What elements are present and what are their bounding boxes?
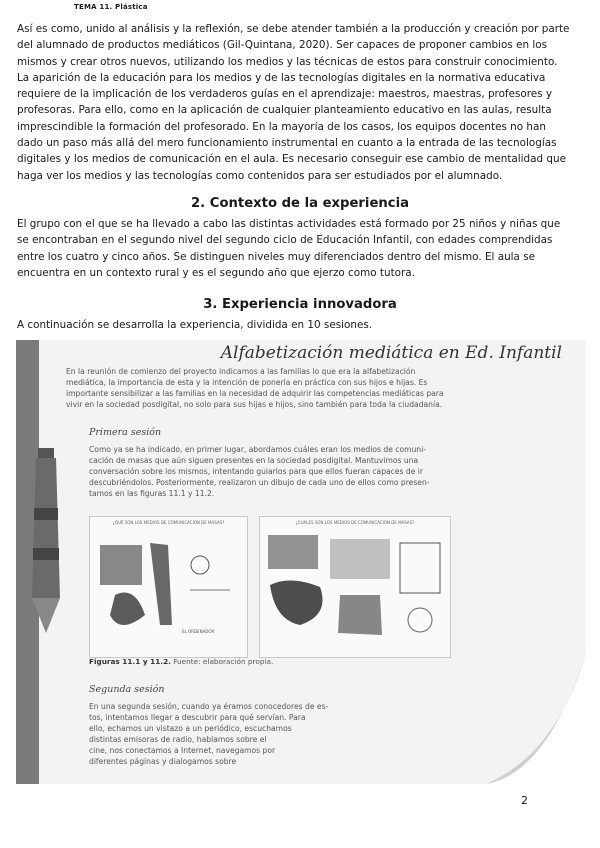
text-line: profesoras. Para ello, como en la aplicación de cualquier planteamiento educativo en las aulas, resulta (17, 104, 552, 117)
figure-page (39, 340, 586, 784)
page-curl-decoration (486, 654, 586, 784)
page-header: TEMA 11. Plástica (74, 3, 148, 11)
text-line: requiere de la implicación de los verdaderos guías en el aprendizaje: maestros, maestras, profesores y (17, 88, 553, 101)
child-drawing-right: ¿CUÁLES SON LOS MEDIOS DE COMUNICACIÓN DE MASAS? (259, 516, 451, 658)
text-line: mismos y crear otros nuevos, utilizando los medios y las técnicas de estos para construir conocimiento. (17, 55, 558, 68)
text-line: A continuación se desarrolla la experiencia, dividida en 10 sesiones. (17, 319, 373, 331)
figure-caption: Figuras 11.1 y 11.2. Fuente: elaboración propia. (89, 657, 274, 666)
experience-paragraph (17, 317, 582, 333)
text-line: digitales y los medios de comunicación en el aula. Es necesario conseguir ese cambio de mentalidad que (17, 153, 566, 166)
embedded-page-image (16, 340, 586, 784)
section-heading-experience: 3. Experiencia innovadora (203, 297, 397, 312)
text-line: encuentra en un contexto rural y es el segundo año que ejerzo como tutora. (17, 266, 415, 279)
figure-title: Alfabetización mediática en Ed. Infantil (220, 343, 562, 363)
text-line: imprescindible la formación del profesorado. En la mayoría de los casos, los equipos docentes no han (17, 120, 546, 133)
text-line: se encontraban en el segundo nivel del segundo ciclo de Educación Infantil, con edades comprendidas (17, 234, 553, 247)
text-line: dado un paso más allá del mero funcionamiento instrumental en cuanto a la entrada de las tecnologías (17, 137, 557, 150)
text-line: Así es como, unido al análisis y la reflexión, se debe atender también a la producción y creación por parte (17, 23, 570, 35)
session2-text: En una segunda sesión, cuando ya éramos conocedores de es- tos, intentamos llegar a descubrir para qué servían. Para ello, echamos un vistazo a un periódico, escuchamos distintas emisoras de radio, hablamos sobre el cine, nos conectamos a Internet, navegamos por diferentes páginas y dialogamos sobre (89, 702, 329, 766)
text-line: del alumnado de productos mediáticos (Gil-Quintana, 2020). Ser capaces de proponer cambios en los (17, 39, 548, 52)
svg-text:EL ORDENADOR: EL ORDENADOR (182, 629, 215, 634)
text-line: entre los cuatro y cinco años. Se distinguen niveles muy diferenciados dentro del mismo. El aula se (17, 250, 536, 263)
intro-paragraph (17, 21, 582, 184)
drawing-right-sketch (260, 525, 450, 653)
page-number: 2 (521, 794, 528, 807)
text-line: El grupo con el que se ha llevado a cabo las distintas actividades está formado por 25 niños y niñas que (17, 218, 561, 230)
session1-title: Primera sesión (89, 427, 162, 438)
session1-text: Como ya se ha indicado, en primer lugar, abordamos cuáles eran los medios de comuni- cación de masas que aún siguen presentes en la sociedad posdigital. Mantuvimos una conversación sobre los mismos, intentando guiarlos para que ellos fueran capaces de ir descubriéndolos. Posteriormente, realizaron un dibujo de cada uno de ellos como presen- tamos en las figuras 11.1 y 11.2. (89, 445, 430, 498)
child-drawing-left: ¿QUÉ SON LOS MEDIOS DE COMUNICACIÓN DE MASAS? EL ORDENADOR (89, 516, 248, 658)
context-paragraph (17, 216, 582, 281)
session2-title: Segunda sesión (89, 684, 165, 695)
text-line: haga ver los medios y las tecnologías como contenidos para ser estudiados por el alumnado. (17, 169, 503, 182)
figure-intro: En la reunión de comienzo del proyecto indicamos a las familias lo que era la alfabetización mediática, la importancia de esta y la intención de ponerla en práctica con sus hijos e hijas. Es importante sensibilizar a las familias en la necesidad de adquirir las competencias mediáticas para vivir en la sociedad posdigital, no solo para sus hijas e hijos, sino también para toda la ciudadanía. (66, 367, 444, 409)
text-line: La aparición de la educación para los medios y de las tecnologías digitales en la normativa educativa (17, 71, 546, 84)
crayon-icon (16, 448, 76, 638)
section-heading-context: 2. Contexto de la experiencia (190, 196, 410, 211)
drawing-left-sketch (90, 525, 247, 653)
